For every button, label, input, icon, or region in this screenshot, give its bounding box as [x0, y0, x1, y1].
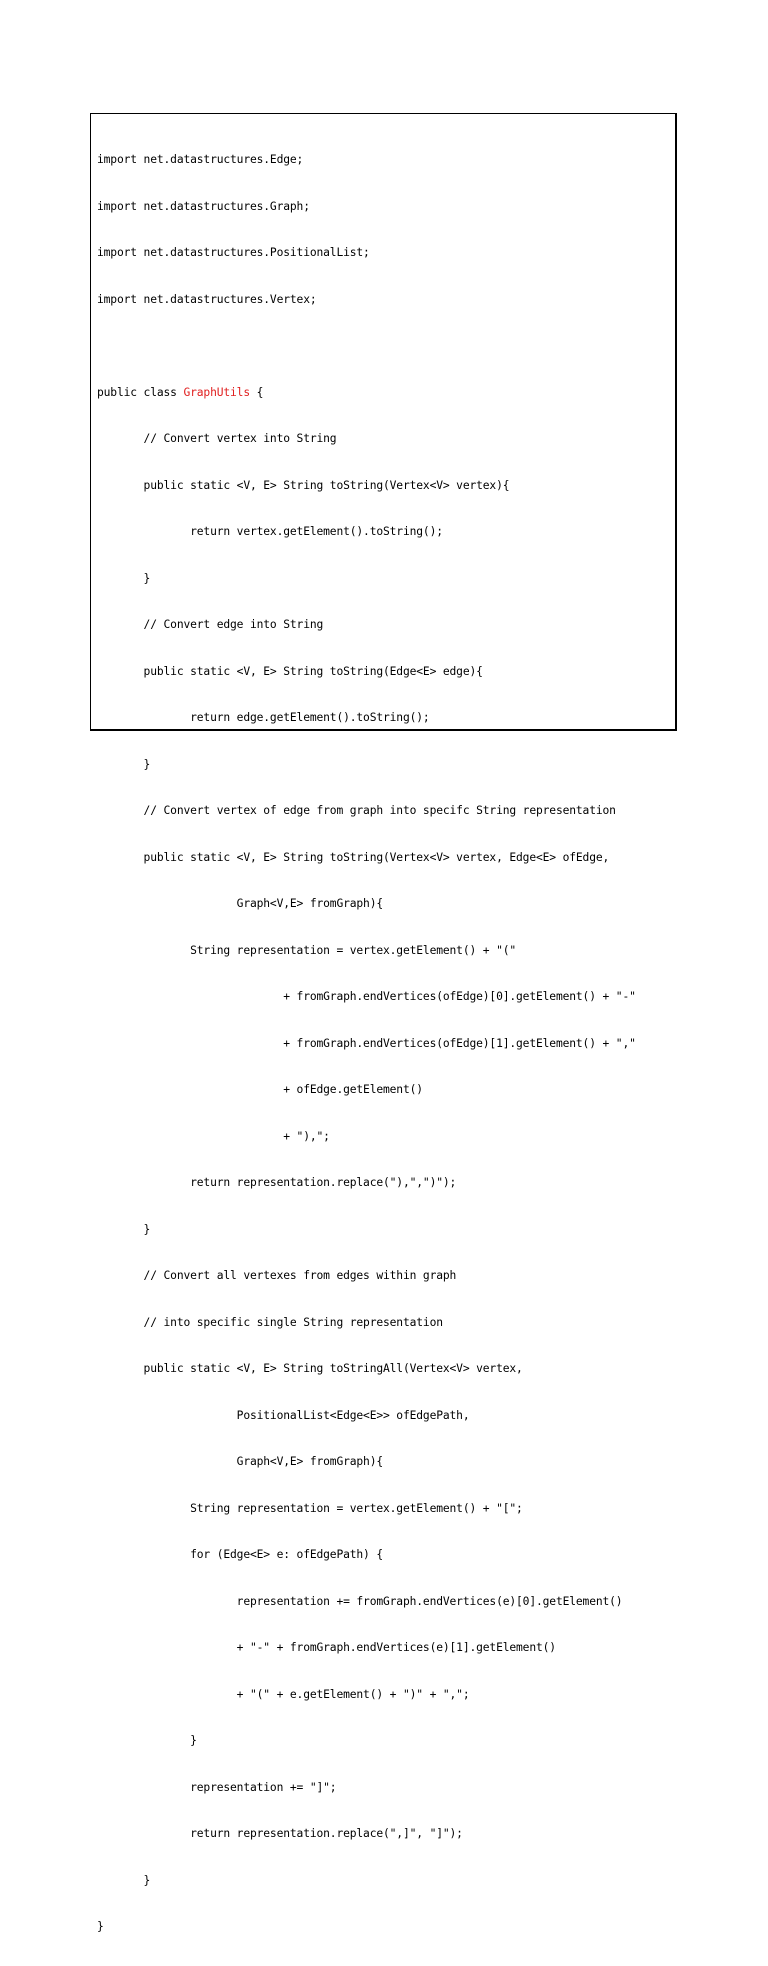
code-line: return representation.replace(",]", "]"); [97, 1827, 463, 1840]
code-line: String representation = vertex.getElement() + "["; [97, 1501, 523, 1515]
code-line: import net.datastructures.PositionalList; [97, 246, 370, 259]
code-line: return vertex.getElement().toString(); [97, 525, 443, 538]
class-name: GraphUtils [183, 385, 250, 399]
code-line [97, 338, 636, 354]
code-line: + "),"; [97, 1129, 330, 1143]
class-brace: { [249, 385, 264, 399]
code-line: public static <V, E> String toString(Vertex<V> vertex, Edge<E> ofEdge, [97, 850, 610, 864]
code-line: + "-" + fromGraph.endVertices(e)[1].getElement() [97, 1641, 556, 1654]
code-comment: // into specific single String representation [97, 1315, 443, 1329]
code-line: Graph<V,E> fromGraph){ [97, 897, 384, 910]
code-comment: // Convert vertex of edge from graph into specifc String representation [97, 804, 616, 817]
code-line: public static <V, E> String toString(Vertex<V> vertex){ [97, 478, 510, 492]
code-line: representation += "]"; [97, 1780, 337, 1794]
code-line: } [97, 757, 151, 771]
code-line: representation += fromGraph.endVertices(e)[0].getElement() [97, 1594, 623, 1608]
code-line: } [97, 1222, 151, 1236]
code-line: return representation.replace("),",")"); [97, 1176, 457, 1189]
code-line: } [97, 571, 151, 585]
code-line: public static <V, E> String toString(Edge<E> edge){ [97, 664, 483, 678]
code-line: import net.datastructures.Vertex; [97, 292, 317, 306]
code-line: import net.datastructures.Edge; [97, 153, 304, 166]
code-line: String representation = vertex.getElement() + "(" [97, 943, 517, 957]
code-comment: // Convert vertex into String [97, 432, 337, 445]
code-snippet-box [90, 113, 677, 1933]
code-line: + ofEdge.getElement() [97, 1083, 423, 1096]
code-line: PositionalList<Edge<E>> ofEdgePath, [97, 1408, 470, 1422]
code-line: import net.datastructures.Graph; [97, 199, 310, 213]
code-line: Graph<V,E> fromGraph){ [97, 1455, 384, 1468]
code-line: + fromGraph.endVertices(ofEdge)[1].getElement() + "," [97, 1036, 636, 1050]
code-comment: // Convert edge into String [97, 618, 324, 631]
code-line: return edge.getElement().toString(); [97, 711, 430, 724]
code-line: public static <V, E> String toStringAll(Vertex<V> vertex, [97, 1362, 523, 1375]
code-line: } [97, 1873, 151, 1887]
code-comment: // Convert all vertexes from edges within graph [97, 1269, 457, 1282]
code-line: + fromGraph.endVertices(ofEdge)[0].getElement() + "-" [97, 990, 636, 1003]
code-line: for (Edge<E> e: ofEdgePath) { [97, 1548, 384, 1561]
class-declaration-line [97, 385, 636, 401]
code-block [97, 121, 636, 1966]
code-line: } [97, 1920, 104, 1933]
code-line: } [97, 1734, 197, 1747]
class-keyword-text: public class [97, 385, 184, 399]
code-line: + "(" + e.getElement() + ")" + ","; [97, 1687, 470, 1701]
